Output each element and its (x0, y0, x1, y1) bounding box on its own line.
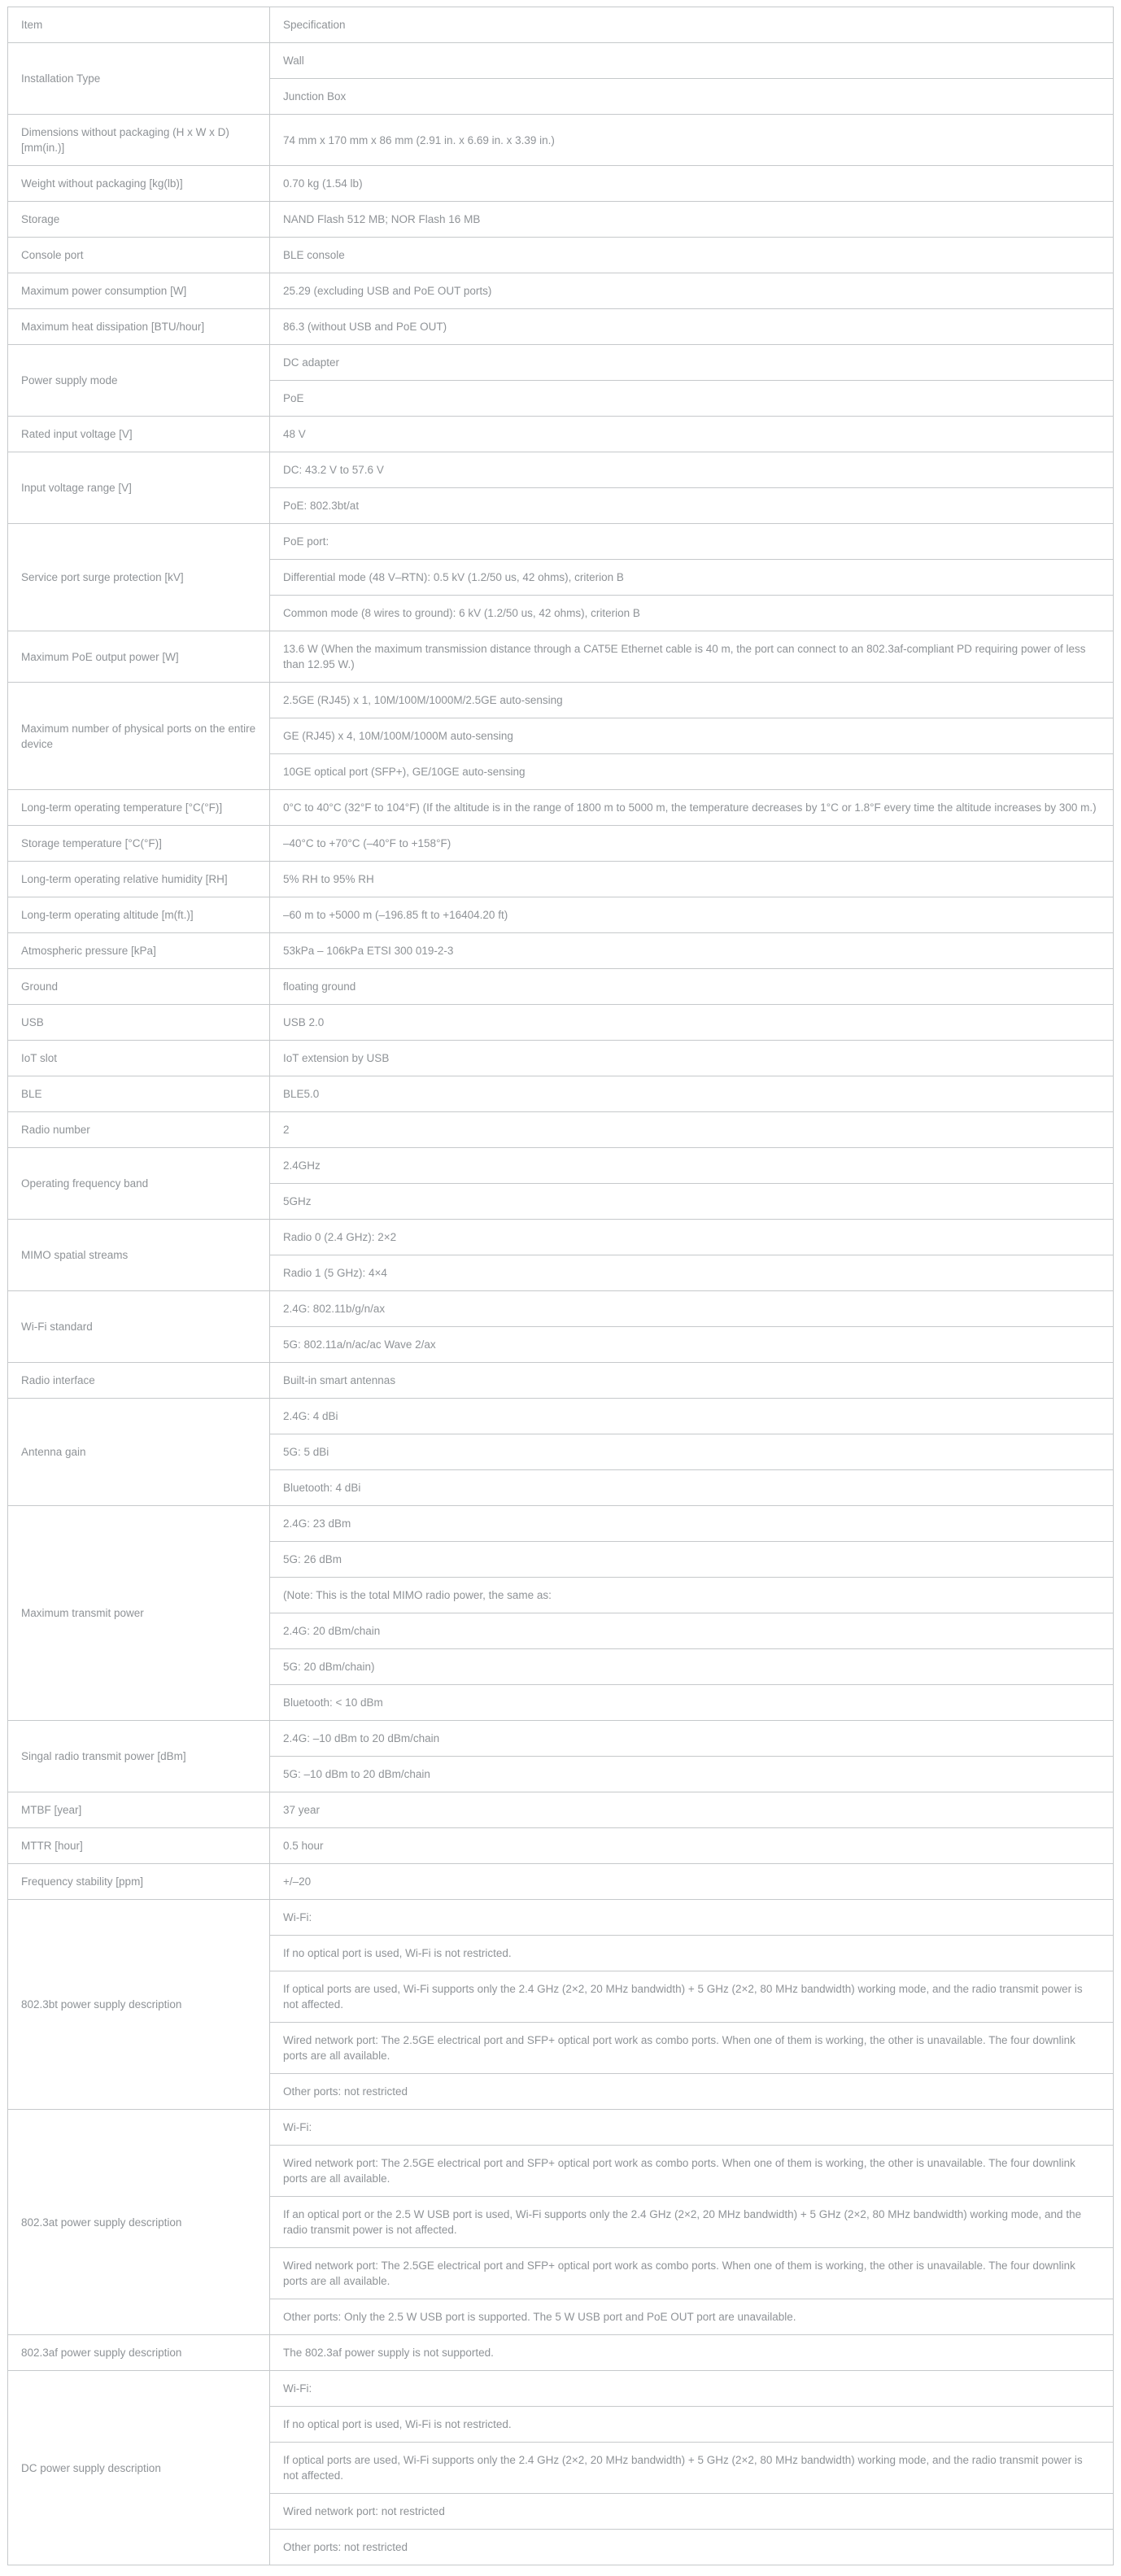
spec-cell: If no optical port is used, Wi-Fi is not restricted. (270, 2407, 1114, 2443)
item-cell: Storage temperature [°C(°F)] (8, 826, 270, 862)
spec-cell: Other ports: Only the 2.5 W USB port is supported. The 5 W USB port and PoE OUT port are unavailable. (270, 2299, 1114, 2335)
item-cell: Maximum transmit power (8, 1506, 270, 1721)
spec-cell: The 802.3af power supply is not supported. (270, 2335, 1114, 2371)
item-cell: Singal radio transmit power [dBm] (8, 1721, 270, 1792)
specification-table (7, 7, 1114, 2565)
table-row (8, 1864, 1114, 1900)
spec-cell: 2.4G: 4 dBi (270, 1399, 1114, 1434)
column-header-specification: Specification (270, 7, 1114, 43)
item-cell: Maximum heat dissipation [BTU/hour] (8, 309, 270, 345)
item-cell: 802.3af power supply description (8, 2335, 270, 2371)
table-row (8, 273, 1114, 309)
item-cell: Ground (8, 969, 270, 1005)
item-cell: Console port (8, 238, 270, 273)
table-row (8, 417, 1114, 452)
spec-cell: If an optical port or the 2.5 W USB port is used, Wi-Fi supports only the 2.4 GHz (2×2, 20 MHz bandwidth) + 5 GHz (2×2, 80 MHz bandwidth) working mode, and the radio transmit power is not affected. (270, 2197, 1114, 2248)
item-cell: Antenna gain (8, 1399, 270, 1506)
spec-cell: PoE port: (270, 524, 1114, 560)
spec-cell: Wi-Fi: (270, 1900, 1114, 1936)
spec-cell: Wall (270, 43, 1114, 79)
spec-cell: 2.4G: –10 dBm to 20 dBm/chain (270, 1721, 1114, 1757)
spec-cell: NAND Flash 512 MB; NOR Flash 16 MB (270, 202, 1114, 238)
spec-cell: 2.4G: 23 dBm (270, 1506, 1114, 1542)
spec-cell: If optical ports are used, Wi-Fi supports only the 2.4 GHz (2×2, 20 MHz bandwidth) + 5 GHz (2×2, 80 MHz bandwidth) working mode, and the radio transmit power is not affected. (270, 2443, 1114, 2494)
spec-cell: 5G: 20 dBm/chain) (270, 1649, 1114, 1685)
spec-cell: 25.29 (excluding USB and PoE OUT ports) (270, 273, 1114, 309)
spec-cell: Bluetooth: < 10 dBm (270, 1685, 1114, 1721)
spec-cell: floating ground (270, 969, 1114, 1005)
table-row (8, 1828, 1114, 1864)
spec-cell: 2.4G: 20 dBm/chain (270, 1613, 1114, 1649)
spec-cell: 0.70 kg (1.54 lb) (270, 166, 1114, 202)
spec-cell: Wired network port: The 2.5GE electrical port and SFP+ optical port work as combo ports. When one of them is working, the other is unavailable. The four downlink ports are all available. (270, 2146, 1114, 2197)
item-cell: Atmospheric pressure [kPa] (8, 933, 270, 969)
spec-cell: Radio 1 (5 GHz): 4×4 (270, 1255, 1114, 1291)
item-cell: Service port surge protection [kV] (8, 524, 270, 631)
spec-cell: +/–20 (270, 1864, 1114, 1900)
spec-cell: Wired network port: The 2.5GE electrical port and SFP+ optical port work as combo ports. When one of them is working, the other is unavailable. The four downlink ports are all available. (270, 2248, 1114, 2299)
item-cell: USB (8, 1005, 270, 1041)
table-row (8, 1076, 1114, 1112)
spec-cell: 2.4GHz (270, 1148, 1114, 1184)
item-cell: Installation Type (8, 43, 270, 115)
spec-cell: 2.5GE (RJ45) x 1, 10M/100M/1000M/2.5GE auto-sensing (270, 683, 1114, 718)
spec-cell: DC: 43.2 V to 57.6 V (270, 452, 1114, 488)
spec-cell: 10GE optical port (SFP+), GE/10GE auto-sensing (270, 754, 1114, 790)
table-row (8, 933, 1114, 969)
spec-cell: If optical ports are used, Wi-Fi supports only the 2.4 GHz (2×2, 20 MHz bandwidth) + 5 GHz (2×2, 80 MHz bandwidth) working mode, and the radio transmit power is not affected. (270, 1971, 1114, 2023)
item-cell: MTTR [hour] (8, 1828, 270, 1864)
item-cell: 802.3bt power supply description (8, 1900, 270, 2110)
item-cell: Maximum power consumption [W] (8, 273, 270, 309)
spec-cell: –40°C to +70°C (–40°F to +158°F) (270, 826, 1114, 862)
table-row (8, 43, 1114, 79)
spec-cell: DC adapter (270, 345, 1114, 381)
item-cell: Storage (8, 202, 270, 238)
spec-cell: 0.5 hour (270, 1828, 1114, 1864)
item-cell: Long-term operating altitude [m(ft.)] (8, 897, 270, 933)
specification-page (0, 7, 1121, 2565)
table-row (8, 1005, 1114, 1041)
spec-cell: 37 year (270, 1792, 1114, 1828)
item-cell: Weight without packaging [kg(lb)] (8, 166, 270, 202)
column-header-item: Item (8, 7, 270, 43)
spec-cell: 5GHz (270, 1184, 1114, 1220)
table-row (8, 115, 1114, 166)
spec-cell: (Note: This is the total MIMO radio power, the same as: (270, 1578, 1114, 1613)
item-cell: Rated input voltage [V] (8, 417, 270, 452)
item-cell: Frequency stability [ppm] (8, 1864, 270, 1900)
spec-cell: –60 m to +5000 m (–196.85 ft to +16404.20 ft) (270, 897, 1114, 933)
item-cell: Radio number (8, 1112, 270, 1148)
item-cell: Operating frequency band (8, 1148, 270, 1220)
item-cell: MIMO spatial streams (8, 1220, 270, 1291)
item-cell: MTBF [year] (8, 1792, 270, 1828)
table-row (8, 2371, 1114, 2407)
spec-cell: Other ports: not restricted (270, 2530, 1114, 2565)
table-row (8, 2335, 1114, 2371)
spec-cell: Bluetooth: 4 dBi (270, 1470, 1114, 1506)
table-row (8, 897, 1114, 933)
spec-cell: 2.4G: 802.11b/g/n/ax (270, 1291, 1114, 1327)
spec-cell: 53kPa – 106kPa ETSI 300 019-2-3 (270, 933, 1114, 969)
spec-cell: 74 mm x 170 mm x 86 mm (2.91 in. x 6.69 in. x 3.39 in.) (270, 115, 1114, 166)
table-row (8, 1399, 1114, 1434)
spec-cell: 0°C to 40°C (32°F to 104°F) (If the altitude is in the range of 1800 m to 5000 m, the temperature decreases by 1°C or 1.8°F every time the altitude increases by 300 m.) (270, 790, 1114, 826)
spec-cell: Radio 0 (2.4 GHz): 2×2 (270, 1220, 1114, 1255)
spec-cell: Wired network port: The 2.5GE electrical port and SFP+ optical port work as combo ports. When one of them is working, the other is unavailable. The four downlink ports are all available. (270, 2023, 1114, 2074)
table-row (8, 969, 1114, 1005)
item-cell: Radio interface (8, 1363, 270, 1399)
item-cell: 802.3at power supply description (8, 2110, 270, 2335)
item-cell: Input voltage range [V] (8, 452, 270, 524)
table-row (8, 683, 1114, 718)
table-row (8, 1041, 1114, 1076)
item-cell: Power supply mode (8, 345, 270, 417)
table-row (8, 1363, 1114, 1399)
table-row (8, 166, 1114, 202)
spec-cell: BLE console (270, 238, 1114, 273)
table-row (8, 790, 1114, 826)
spec-cell: Wired network port: not restricted (270, 2494, 1114, 2530)
item-cell: DC power supply description (8, 2371, 270, 2565)
spec-cell: 5G: –10 dBm to 20 dBm/chain (270, 1757, 1114, 1792)
table-row (8, 862, 1114, 897)
table-row (8, 524, 1114, 560)
spec-cell: GE (RJ45) x 4, 10M/100M/1000M auto-sensing (270, 718, 1114, 754)
spec-cell: Junction Box (270, 79, 1114, 115)
item-cell: Maximum PoE output power [W] (8, 631, 270, 683)
header-row (8, 7, 1114, 43)
item-cell: Wi-Fi standard (8, 1291, 270, 1363)
spec-cell: 86.3 (without USB and PoE OUT) (270, 309, 1114, 345)
item-cell: Dimensions without packaging (H x W x D) [mm(in.)] (8, 115, 270, 166)
spec-cell: 5% RH to 95% RH (270, 862, 1114, 897)
item-cell: IoT slot (8, 1041, 270, 1076)
spec-cell: IoT extension by USB (270, 1041, 1114, 1076)
table-row (8, 238, 1114, 273)
table-row (8, 631, 1114, 683)
spec-cell: PoE (270, 381, 1114, 417)
table-row (8, 826, 1114, 862)
item-cell: Maximum number of physical ports on the entire device (8, 683, 270, 790)
spec-cell: 5G: 5 dBi (270, 1434, 1114, 1470)
table-header (8, 7, 1114, 43)
table-row (8, 1291, 1114, 1327)
table-row (8, 1112, 1114, 1148)
table-row (8, 345, 1114, 381)
spec-cell: Wi-Fi: (270, 2371, 1114, 2407)
table-row (8, 1220, 1114, 1255)
table-row (8, 2110, 1114, 2146)
spec-cell: BLE5.0 (270, 1076, 1114, 1112)
table-row (8, 1900, 1114, 1936)
spec-cell: Common mode (8 wires to ground): 6 kV (1.2/50 us, 42 ohms), criterion B (270, 596, 1114, 631)
spec-cell: If no optical port is used, Wi-Fi is not restricted. (270, 1936, 1114, 1971)
spec-cell: 5G: 802.11a/n/ac/ac Wave 2/ax (270, 1327, 1114, 1363)
table-row (8, 452, 1114, 488)
item-cell: Long-term operating temperature [°C(°F)] (8, 790, 270, 826)
spec-cell: Differential mode (48 V–RTN): 0.5 kV (1.2/50 us, 42 ohms), criterion B (270, 560, 1114, 596)
spec-cell: Wi-Fi: (270, 2110, 1114, 2146)
table-row (8, 1506, 1114, 1542)
spec-cell: Built-in smart antennas (270, 1363, 1114, 1399)
spec-cell: USB 2.0 (270, 1005, 1114, 1041)
spec-cell: PoE: 802.3bt/at (270, 488, 1114, 524)
spec-cell: 5G: 26 dBm (270, 1542, 1114, 1578)
spec-table-body (8, 43, 1114, 2565)
table-row (8, 1148, 1114, 1184)
item-cell: Long-term operating relative humidity [RH] (8, 862, 270, 897)
item-cell: BLE (8, 1076, 270, 1112)
table-row (8, 202, 1114, 238)
spec-cell: 2 (270, 1112, 1114, 1148)
table-row (8, 1792, 1114, 1828)
spec-cell: 13.6 W (When the maximum transmission distance through a CAT5E Ethernet cable is 40 m, the port can connect to an 802.3af-compliant PD requiring power of less than 12.95 W.) (270, 631, 1114, 683)
spec-cell: Other ports: not restricted (270, 2074, 1114, 2110)
table-row (8, 1721, 1114, 1757)
table-row (8, 309, 1114, 345)
spec-cell: 48 V (270, 417, 1114, 452)
